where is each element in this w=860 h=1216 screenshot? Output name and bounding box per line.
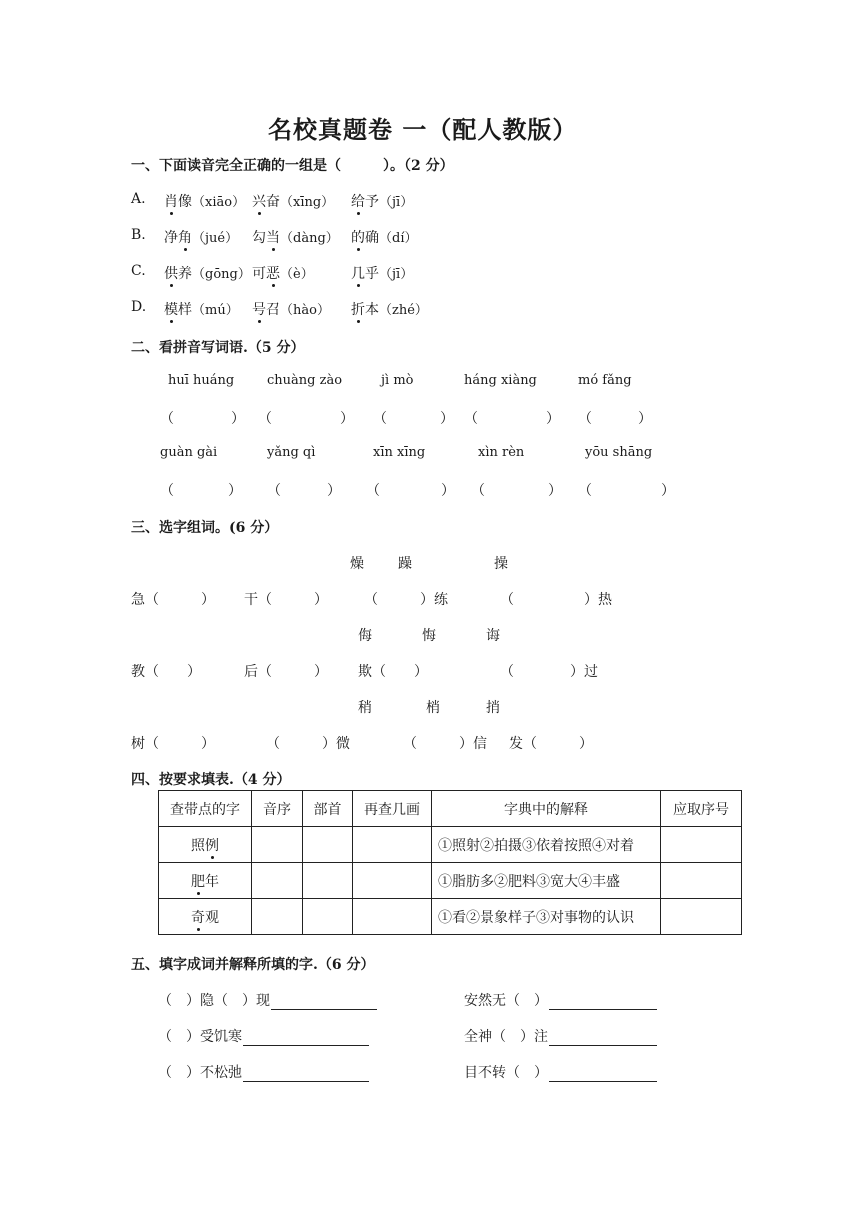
table-header-cell: 应取序号 (661, 791, 742, 827)
word-char: 号 (252, 299, 266, 319)
answer-bracket-close: ） (231, 411, 245, 427)
idiom-fill-left[interactable] (158, 1026, 369, 1046)
word-char: 奇 (191, 907, 205, 927)
word-blank[interactable]: 教（ ） (131, 664, 201, 680)
word-blank[interactable]: 后（ ） (244, 664, 328, 680)
pinyin: （jué） (192, 231, 239, 246)
table-cell-meaning: ①照射②拍摄③依着按照④对着 (432, 827, 661, 863)
section-2-heading: 二、看拼音写词语.（5 分） (131, 340, 305, 356)
pinyin: （mú） (192, 303, 239, 318)
word-char: 例 (205, 835, 219, 855)
option-item (351, 227, 417, 247)
answer-bracket-open[interactable]: （ (464, 411, 478, 427)
word-char: 照 (191, 837, 205, 854)
word-blank[interactable]: （ ）微 (266, 736, 350, 752)
table-cell-answer[interactable] (353, 899, 432, 935)
option-label: A. (131, 191, 146, 207)
answer-bracket-open[interactable]: （ (578, 411, 592, 427)
idiom-fill-right[interactable] (464, 990, 657, 1010)
idiom-text: 全神（ ）注 (464, 1029, 548, 1045)
answer-bracket-open[interactable]: （ (578, 483, 592, 499)
explanation-blank[interactable] (549, 1067, 657, 1082)
choice-char: 梢 (426, 700, 440, 716)
pinyin: （xiāo） (192, 195, 246, 210)
table-header-cell: 再查几画 (353, 791, 432, 827)
word-char: 肖 (164, 191, 178, 211)
table-cell-meaning: ①看②景象样子③对事物的认识 (432, 899, 661, 935)
idiom-text: （ ）不松弛 (158, 1065, 242, 1081)
pinyin-prompt: mó fǎng (578, 373, 632, 388)
word-char: 本 (365, 302, 379, 318)
table-header-cell: 字典中的解释 (432, 791, 661, 827)
pinyin-prompt: guàn gài (160, 445, 218, 460)
section-1-heading: 一、下面读音完全正确的一组是（ ）。（2 分） (131, 158, 454, 174)
table-cell-word (159, 863, 252, 899)
table-cell-answer[interactable] (303, 827, 353, 863)
table-cell-answer[interactable] (353, 863, 432, 899)
word-char: 供 (164, 263, 178, 283)
word-blank[interactable]: 干（ ） (244, 592, 328, 608)
option-item (351, 191, 413, 211)
answer-bracket-close: ） (441, 483, 455, 499)
word-char: 折 (351, 299, 365, 319)
idiom-fill-left[interactable] (158, 1062, 369, 1082)
word-blank[interactable]: （ ）练 (364, 592, 448, 608)
answer-bracket-close: ） (546, 411, 560, 427)
word-char: 像 (178, 194, 192, 210)
word-char: 恶 (266, 263, 280, 283)
word-char: 兴 (252, 191, 266, 211)
table-cell-answer[interactable] (252, 827, 303, 863)
explanation-blank[interactable] (271, 995, 377, 1010)
word-char: 可 (252, 266, 266, 282)
word-char: 养 (178, 266, 192, 282)
word-char: 的 (351, 227, 365, 247)
idiom-fill-right[interactable] (464, 1026, 657, 1046)
table-cell-answer[interactable] (661, 827, 742, 863)
option-item (252, 299, 330, 319)
table-cell-answer[interactable] (661, 863, 742, 899)
pinyin-prompt: huī huáng (168, 373, 235, 388)
pinyin-prompt: yǎng qì (267, 445, 316, 460)
word-blank[interactable]: 欺（ ） (358, 664, 428, 680)
section-5-heading: 五、填字成词并解释所填的字.（6 分） (131, 957, 375, 973)
answer-bracket-open[interactable]: （ (267, 483, 281, 499)
section-3-heading: 三、选字组词。(6 分） (131, 520, 279, 536)
choice-char: 捎 (486, 700, 500, 716)
choice-char: 稍 (358, 700, 372, 716)
answer-bracket-open[interactable]: （ (160, 411, 174, 427)
choice-char: 悔 (422, 628, 436, 644)
word-char: 模 (164, 299, 178, 319)
pinyin-prompt: háng xiàng (464, 373, 537, 388)
pinyin: （zhé） (379, 303, 428, 318)
pinyin-prompt: yōu shāng (585, 445, 653, 460)
explanation-blank[interactable] (549, 1031, 657, 1046)
section-4-heading: 四、按要求填表.（4 分） (131, 772, 291, 788)
choice-char: 操 (494, 556, 508, 572)
idiom-text: 目不转（ ） (464, 1065, 548, 1081)
answer-bracket-open[interactable]: （ (373, 411, 387, 427)
table-header-cell: 部首 (303, 791, 353, 827)
answer-bracket-open[interactable]: （ (471, 483, 485, 499)
table-cell-answer[interactable] (661, 899, 742, 935)
word-char: 给 (351, 191, 365, 211)
word-char: 样 (178, 302, 192, 318)
pinyin: （gōng） (192, 267, 251, 282)
table-cell-answer[interactable] (303, 863, 353, 899)
table-cell-answer[interactable] (303, 899, 353, 935)
pinyin-prompt: xīn xīng (373, 445, 426, 460)
word-blank[interactable]: 树（ ） (131, 736, 215, 752)
table-cell-word (159, 899, 252, 935)
word-char: 召 (266, 302, 280, 318)
table-header-cell: 音序 (252, 791, 303, 827)
table-row (159, 899, 742, 935)
option-item (164, 263, 251, 283)
word-char: 几 (351, 263, 365, 283)
answer-bracket-close: ） (661, 483, 675, 499)
word-char: 观 (205, 909, 219, 926)
pinyin-prompt: xìn rèn (478, 445, 525, 460)
option-item (252, 191, 334, 211)
choice-char: 燥 (350, 556, 364, 572)
pinyin: （dàng） (280, 231, 339, 246)
choice-char: 诲 (486, 628, 500, 644)
word-char: 当 (266, 227, 280, 247)
table-cell-word (159, 827, 252, 863)
idiom-fill-right[interactable] (464, 1062, 657, 1082)
choice-char: 侮 (358, 628, 372, 644)
pinyin-prompt: chuàng zào (267, 373, 343, 388)
word-blank[interactable]: （ ）信 (403, 736, 487, 752)
word-char: 乎 (365, 266, 379, 282)
word-char: 肥 (191, 871, 205, 891)
pinyin: （jī） (379, 267, 414, 282)
answer-bracket-close: ） (440, 411, 454, 427)
table-header-row (159, 791, 742, 827)
dictionary-table (158, 790, 742, 935)
option-item (252, 263, 314, 283)
word-char: 奋 (266, 194, 280, 210)
answer-bracket-close: ） (228, 483, 242, 499)
idiom-text: （ ）受饥寒 (158, 1029, 242, 1045)
table-row (159, 863, 742, 899)
pinyin: （dí） (379, 231, 418, 246)
word-char: 净 (164, 230, 178, 246)
option-label: D. (131, 299, 147, 315)
table-cell-answer[interactable] (353, 827, 432, 863)
option-label: C. (131, 263, 146, 279)
explanation-blank[interactable] (243, 1031, 369, 1046)
table-row (159, 827, 742, 863)
table-cell-answer[interactable] (252, 863, 303, 899)
answer-bracket-close: ） (548, 483, 562, 499)
idiom-fill-left[interactable] (158, 990, 377, 1010)
table-header-cell: 查带点的字 (159, 791, 252, 827)
word-blank[interactable]: （ ）热 (500, 592, 612, 608)
option-item (252, 227, 339, 247)
pinyin: （jī） (379, 195, 414, 210)
table-cell-answer[interactable] (252, 899, 303, 935)
page-title: 名校真题卷 一（配人教版） (268, 115, 578, 144)
option-label: B. (131, 227, 146, 243)
word-char: 予 (365, 194, 379, 210)
word-char: 确 (365, 230, 379, 246)
explanation-blank[interactable] (243, 1067, 369, 1082)
idiom-text: （ ）隐（ ）现 (158, 993, 270, 1009)
explanation-blank[interactable] (549, 995, 657, 1010)
idiom-text: 安然无（ ） (464, 993, 548, 1009)
option-item (164, 227, 238, 247)
word-blank[interactable]: 急（ ） (131, 592, 215, 608)
answer-bracket-close: ） (340, 411, 354, 427)
answer-bracket-close: ） (638, 411, 652, 427)
answer-bracket-open[interactable]: （ (160, 483, 174, 499)
option-item (164, 299, 239, 319)
answer-bracket-open[interactable]: （ (258, 411, 272, 427)
pinyin: （hào） (280, 303, 330, 318)
option-item (164, 191, 245, 211)
answer-bracket-open[interactable]: （ (366, 483, 380, 499)
option-item (351, 299, 428, 319)
pinyin: （xīng） (280, 195, 335, 210)
table-cell-meaning: ①脂肪多②肥料③宽大④丰盛 (432, 863, 661, 899)
choice-char: 躁 (398, 556, 412, 572)
pinyin: （è） (280, 267, 314, 282)
option-item (351, 263, 413, 283)
word-char: 勾 (252, 230, 266, 246)
word-char: 角 (178, 227, 192, 247)
word-blank[interactable]: 发（ ） (509, 736, 593, 752)
answer-bracket-close: ） (327, 483, 341, 499)
pinyin-prompt: jì mò (381, 373, 414, 388)
word-char: 年 (205, 873, 219, 890)
word-blank[interactable]: （ ）过 (500, 664, 598, 680)
